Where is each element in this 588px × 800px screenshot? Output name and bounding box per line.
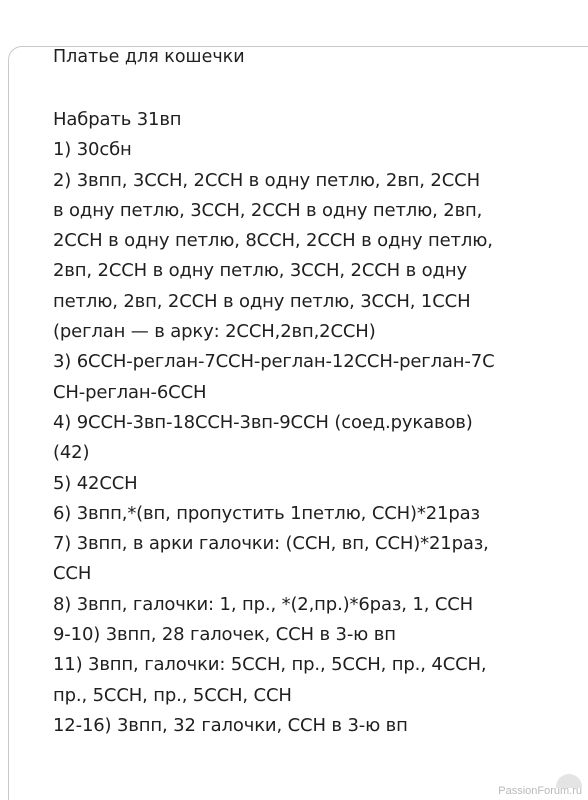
- note-line: Набрать 31вп: [53, 109, 182, 130]
- note-line: 7) 3впп, в арки галочки: (ССН, вп, ССН)*21раз,: [53, 533, 489, 555]
- note-line: 2ССН в одну петлю, 8ССН, 2ССН в одну петлю,: [53, 230, 493, 252]
- note-line: 6) 3впп,*(вп, пропустить 1петлю, ССН)*21раз: [53, 502, 480, 524]
- note-line: (реглан — в арку: 2ССН,2вп,2ССН): [53, 321, 376, 343]
- note-line: 8) 3впп, галочки: 1, пр., *(2,пр.)*6раз, 1, ССН: [53, 593, 474, 615]
- note-line: 3) 6ССН-реглан-7ССН-реглан-12ССН-реглан-7С: [53, 351, 495, 373]
- note-line: в одну петлю, 3ССН, 2ССН в одну петлю, 2вп,: [53, 199, 483, 221]
- note-line: 2) 3впп, 3ССН, 2ССН в одну петлю, 2вп, 2ССН: [53, 169, 480, 191]
- note-line: 12-16) 3впп, 32 галочки, ССН в 3-ю вп: [53, 714, 408, 736]
- note-line: 5) 42ССН: [53, 472, 138, 494]
- note-line: 11) 3впп, галочки: 5ССН, пр., 5ССН, пр., 4ССН,: [53, 654, 487, 676]
- note-line: ССН: [53, 563, 92, 585]
- note-line: 9-10) 3впп, 28 галочек, ССН в 3-ю вп: [53, 624, 396, 646]
- note-title: Платье для кошечки: [53, 47, 245, 67]
- note-line: 2вп, 2ССН в одну петлю, 3ССН, 2ССН в одну: [53, 260, 467, 282]
- note-line: (42): [53, 442, 90, 464]
- note-line: 4) 9ССН-3вп-18ССН-3вп-9ССН (соед.рукавов): [53, 411, 473, 433]
- watermark-text: PassionForum.ru: [498, 785, 582, 797]
- note-line: петлю, 2вп, 2ССН в одну петлю, 3ССН, 1ССН: [53, 290, 471, 312]
- note-line: СН-реглан-6ССН: [53, 381, 207, 403]
- note-line: пр., 5ССН, пр., 5ССН, ССН: [53, 684, 292, 706]
- note-body: [53, 46, 583, 741]
- note-line: 1) 30сбн: [53, 139, 132, 161]
